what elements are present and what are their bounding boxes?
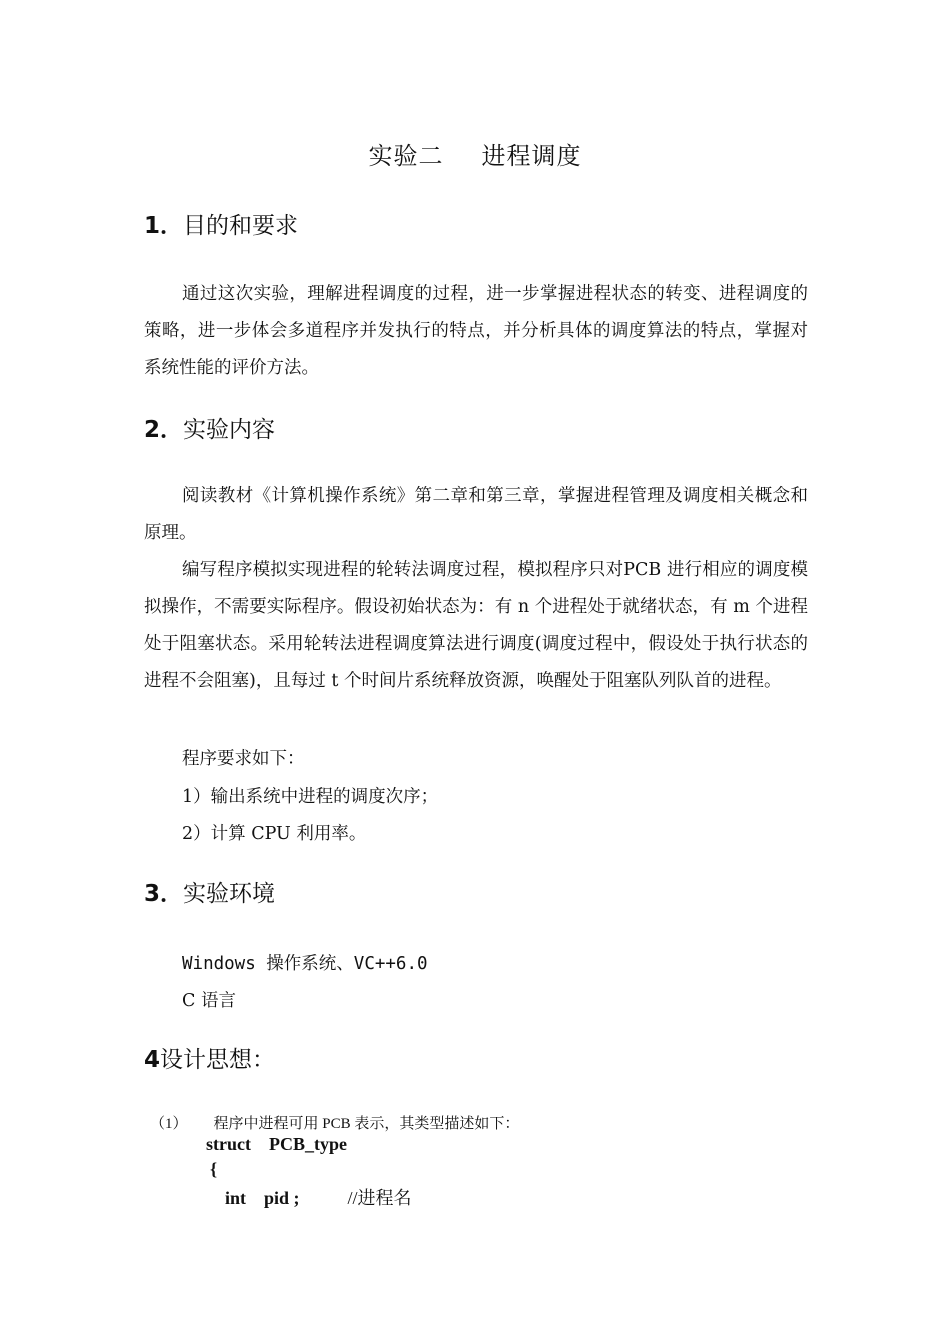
design-item-1-text: 程序中进程可用 PCB 表示，其类型描述如下： <box>213 1116 520 1132</box>
code-pid-comment: //进程名 <box>347 1188 412 1208</box>
section-2-paragraph-2: 编写程序模拟实现进程的轮转法调度过程，模拟程序只对PCB 进行相应的调度模拟操作，不需要实际程序。假设初始状态为：有 n 个进程处于就绪状态，有 m 个进程处于阻塞状态。采用轮转法进程调度算法进行调度(调度过程中，假设处于执行状态的进程不会阻塞)，且每过 t 个时间片系统释放资源，唤醒处于阻塞队列队首的进程。 <box>144 560 808 691</box>
code-open-brace: { <box>210 1159 218 1179</box>
section-heading-3: 3．实验环境 <box>144 881 276 907</box>
section-heading-2: 2．实验内容 <box>144 417 276 443</box>
requirement-1: 1）输出系统中进程的调度次序； <box>182 787 439 807</box>
requirements-intro: 程序要求如下： <box>182 749 305 769</box>
design-item-1 <box>150 1112 519 1133</box>
section-1-paragraph: 通过这次实验，理解进程调度的过程，进一步掌握进程状态的转变、进程调度的策略，进一步体会多道程序并发执行的特点，并分析具体的调度算法的特点，掌握对系统性能的评价方法。 <box>144 284 808 378</box>
page-title <box>0 136 950 171</box>
requirement-2: 2）计算 CPU 利用率。 <box>182 824 367 844</box>
design-item-1-number: （1） <box>150 1116 188 1132</box>
environment-os: Windows 操作系统、VC++6.0 <box>182 954 428 974</box>
title-topic: 进程调度 <box>481 142 582 170</box>
code-pid-line: int pid ; //进程名 <box>225 1188 412 1208</box>
section-2-paragraph-1: 阅读教材《计算机操作系统》第二章和第三章，掌握进程管理及调度相关概念和原理。 <box>144 486 808 543</box>
environment-language: C 语言 <box>182 991 236 1011</box>
section-heading-4: 4设计思想： <box>144 1047 276 1073</box>
code-struct-line: struct PCB_type <box>206 1134 347 1154</box>
section-heading-1: 1．目的和要求 <box>144 213 299 239</box>
title-experiment-number: 实验二 <box>368 142 444 170</box>
